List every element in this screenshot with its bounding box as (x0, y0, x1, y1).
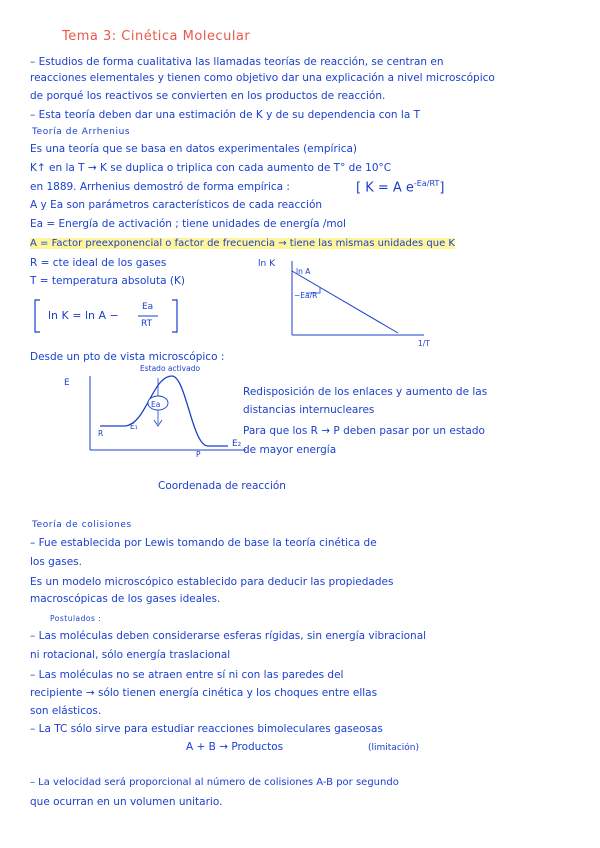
energy-diagram-svg (60, 362, 250, 462)
plot-ylabel: ln K (258, 259, 275, 269)
postulado-6: – La TC sólo sirve para estudiar reacciones bimoleculares gaseosas (30, 723, 383, 735)
postulado-2: ni rotacional, sólo energía traslacional (30, 649, 231, 661)
arrhenius-line-4: A y Ea son parámetros característicos de cada reacción (30, 199, 323, 211)
intro-line-1: – Estudios de forma cualitativa las llamadas teorías de reacción, se centran en (30, 56, 444, 68)
diagram-e2: E₂ (232, 439, 242, 449)
postulado-1: – Las moléculas deben considerarse esferas rígidas, sin energía vibracional (30, 630, 427, 642)
arrhenius-line-7: R = cte ideal de los gases (30, 257, 167, 269)
plot-slope: −Ea/R (294, 291, 318, 300)
intro-line-3: de porqué los reactivos se convierten en los productos de reacción. (30, 90, 386, 102)
reaction-equation: A + B → Productos (186, 741, 284, 753)
colisiones-line-2: los gases. (30, 556, 82, 568)
colisiones-line-3: Es un modelo microscópico establecido para deducir las propiedades (30, 576, 394, 588)
micro-note-2: distancias internucleares (243, 404, 375, 416)
diagram-xaxis: Coordenada de reacción (158, 480, 286, 492)
diagram-r: R (98, 429, 104, 438)
intro-line-2: reacciones elementales y tienen como objetivo dar una explicación a nivel microscópico (30, 72, 495, 84)
arrhenius-heading: Teoría de Arrhenius (32, 127, 131, 137)
diagram-peak-label: Estado activado (140, 364, 201, 373)
arrhenius-formula-2: ln K = ln A − Ea RT (32, 298, 182, 334)
postulado-3: – Las moléculas no se atraen entre sí ni con las paredes del (30, 669, 344, 681)
diagram-ea: Ea (151, 400, 161, 409)
diagram-p: P (196, 450, 201, 459)
energy-diagram (60, 362, 250, 462)
micro-note-4: de mayor energía (243, 444, 337, 456)
intro-line-4: – Esta teoría deben dar una estimación de K y de su dependencia con la T (30, 109, 421, 121)
limitacion-note: (limitación) (368, 743, 419, 753)
page-title: Tema 3: Cinética Molecular (62, 29, 251, 44)
diagram-yaxis: E (64, 378, 70, 388)
micro-heading: Desde un pto de vista microscópico : (30, 351, 225, 363)
arrhenius-line-8: T = temperatura absoluta (K) (30, 275, 185, 287)
micro-note-1: Redisposición de los enlaces y aumento de las (243, 386, 488, 398)
arrhenius-plot-svg (258, 255, 438, 355)
postulado-4: recipiente → sólo tienen energía cinética y los choques entre ellas (30, 687, 378, 699)
postulados-label: Postulados : (50, 614, 102, 623)
arrhenius-line-6: A = Factor preexponencial o factor de frecuencia → tiene las mismas unidades que K (30, 238, 455, 249)
plot-xlabel: 1/T (418, 339, 430, 348)
final-line-1: – La velocidad será proporcional al número de colisiones A-B por segundo (30, 777, 399, 788)
micro-note-3: Para que los R → P deben pasar por un estado (243, 425, 485, 437)
arrhenius-line-3: en 1889. Arrhenius demostró de forma empírica : (30, 181, 290, 193)
final-line-2: que ocurran en un volumen unitario. (30, 796, 223, 808)
postulado-5: son elásticos. (30, 705, 102, 717)
plot-intercept: ln A (296, 267, 311, 276)
colisiones-line-4: macroscópicas de los gases ideales. (30, 593, 221, 605)
diagram-e1: E₁ (130, 422, 138, 431)
arrhenius-line-1: Es una teoría que se basa en datos experimentales (empírica) (30, 143, 357, 155)
colisiones-line-1: – Fue establecida por Lewis tomando de base la teoría cinética de (30, 537, 377, 549)
arrhenius-formula-1: [ K = A $e^{-Ea/RT}$] (356, 179, 445, 196)
arrhenius-plot (258, 255, 438, 355)
colisiones-heading: Teoría de colisiones (32, 520, 132, 530)
arrhenius-line-5: Ea = Energía de activación ; tiene unidades de energía /mol (30, 218, 346, 230)
arrhenius-line-2: K↑ en la T → K se duplica o triplica con cada aumento de T° de 10°C (30, 162, 392, 174)
